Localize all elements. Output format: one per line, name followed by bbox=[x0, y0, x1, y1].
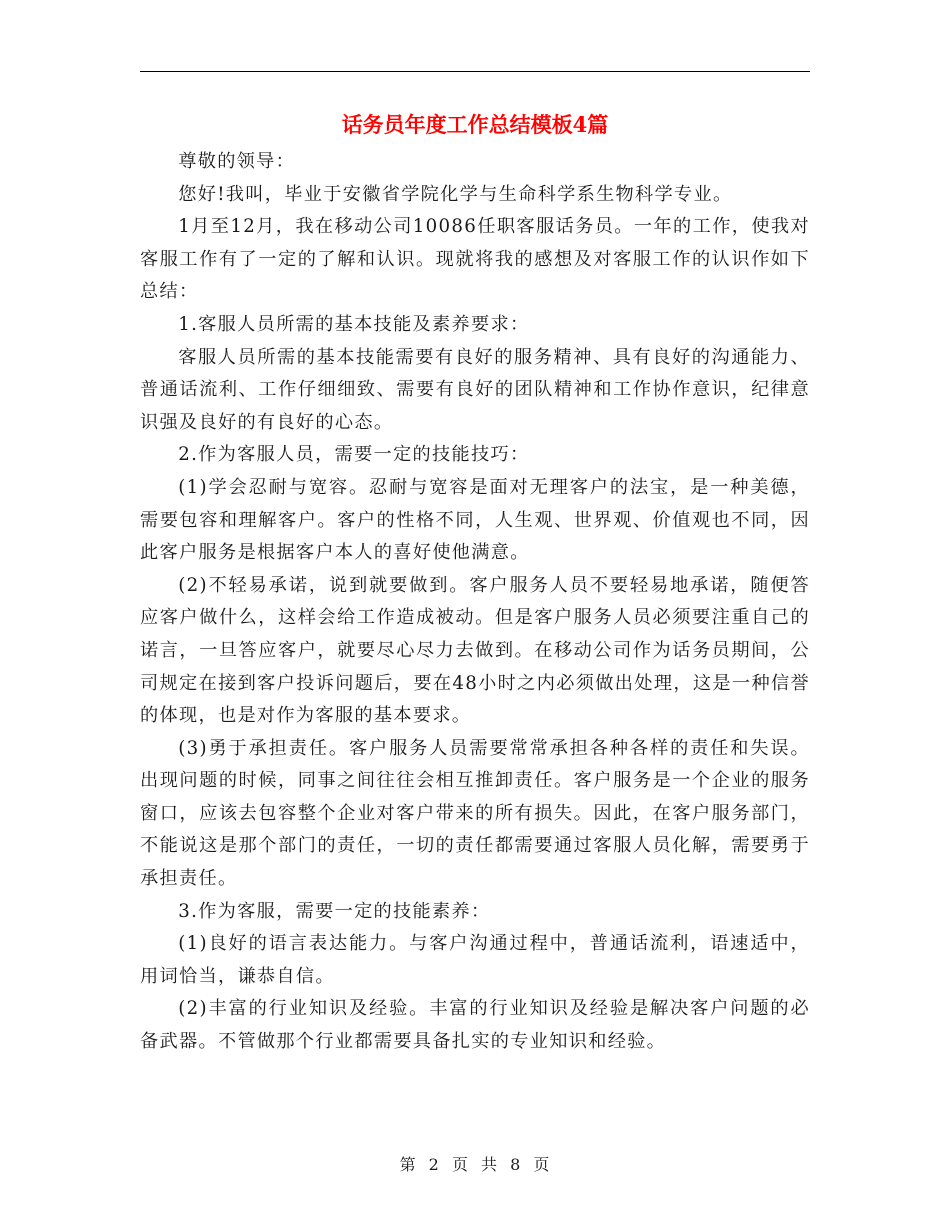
paragraph-intro: 1月至12月，我在移动公司10086任职客服话务员。一年的工作，使我对客服工作有了一定的了解和认识。现就将我的感想及对客服工作的认识作如下总结： bbox=[140, 216, 810, 303]
paragraph-salutation: 尊敬的领导： bbox=[178, 151, 296, 172]
paragraph-responsibility: (3)勇于承担责任。客户服务人员需要常常承担各种各样的责任和失误。出现问题的时候，同事之间往往会相互推卸责任。客户服务是一个企业的服务窗口，应该去包容整个企业对客户带来的所有损失。因此，在客户服务部门，不能说这是那个部门的责任，一切的责任都需要通过客服人员化解，需要勇于承担责任。 bbox=[140, 737, 810, 890]
document-title: 话务员年度工作总结模板4篇 bbox=[341, 112, 609, 137]
paragraph-basic-skills: 客服人员所需的基本技能需要有良好的服务精神、具有良好的沟通能力、普通话流利、工作仔细细致、需要有良好的团队精神和工作协作意识，纪律意识强及良好的有良好的心态。 bbox=[140, 346, 810, 433]
heading-skill-qualities: 3.作为客服，需要一定的技能素养： bbox=[178, 900, 491, 922]
paragraph-language: (1)良好的语言表达能力。与客户沟通过程中，普通话流利，语速适中，用词恰当，谦恭自信。 bbox=[140, 933, 810, 987]
page-number-footer: 第 2 页 共 8 页 bbox=[399, 1155, 551, 1174]
heading-skill-techniques: 2.作为客服人员，需要一定的技能技巧： bbox=[178, 444, 530, 466]
paragraph-promises: (2)不轻易承诺，说到就要做到。客户服务人员不要轻易地承诺，随便答应客户做什么，这样会给工作造成被动。但是客户服务人员必须要注重自己的诺言，一旦答应客户，就要尽心尽力去做到。在移动公司作为话务员期间，公司规定在接到客户投诉问题后，要在48小时之内必须做出处理，这是一种信誉的体现，也是对作为客服的基本要求。 bbox=[140, 574, 810, 727]
heading-basic-skills: 1.客服人员所需的基本技能及素养要求： bbox=[178, 313, 530, 335]
paragraph-knowledge: (2)丰富的行业知识及经验。丰富的行业知识及经验是解决客户问题的必备武器。不管做那个行业都需要具备扎实的专业知识和经验。 bbox=[140, 998, 810, 1053]
paragraph-greeting: 您好!我叫，毕业于安徽省学院化学与生命科学系生物科学专业。 bbox=[178, 183, 733, 205]
header-rule bbox=[140, 71, 810, 72]
paragraph-patience: (1)学会忍耐与宽容。忍耐与宽容是面对无理客户的法宝，是一种美德，需要包容和理解客户。客户的性格不同，人生观、世界观、价值观也不同，因此客户服务是根据客户本人的喜好使他满意。 bbox=[140, 476, 810, 564]
document-body bbox=[140, 146, 810, 1059]
